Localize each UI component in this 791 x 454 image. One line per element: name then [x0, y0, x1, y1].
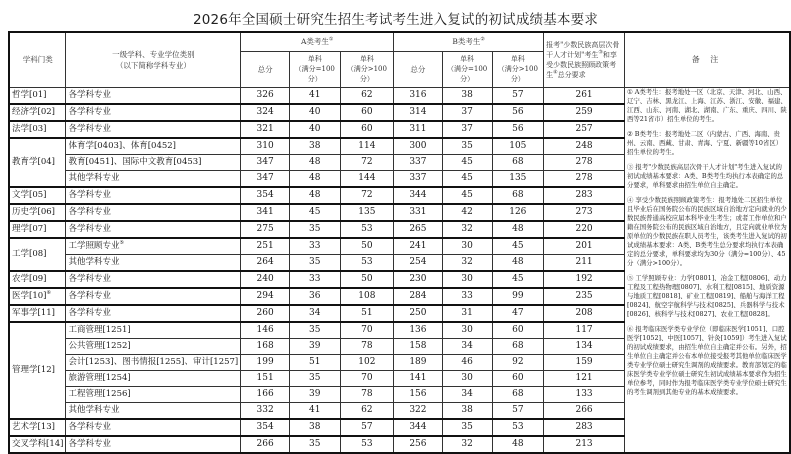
cell-b-100: 38 [442, 402, 492, 419]
footnote-mark: ② [480, 36, 485, 43]
cell-a-total: 266 [241, 436, 290, 453]
cell-major: 各学科专业 [66, 288, 241, 305]
cell-a-over: 135 [340, 204, 393, 221]
cell-b-over: 126 [492, 204, 544, 221]
cell-a-total: 199 [241, 354, 290, 370]
cell-b-over: 56 [492, 104, 544, 121]
note-item: ① A类考生：报考地处一区（北京、天津、河北、山西、辽宁、吉林、黑龙江、上海、江苏、浙江、安徽、福建、江西、山东、河南、湖北、湖南、广东、重庆、四川、陕西等21省市）招生单位的考生。 [627, 87, 787, 123]
cell-minority: 121 [544, 370, 625, 386]
cell-a-100: 41 [289, 87, 340, 104]
header-a-total: 总分 [241, 51, 290, 87]
cell-a-total: 240 [241, 271, 290, 288]
cell-a-total: 294 [241, 288, 290, 305]
cell-discipline: 教育学[04] [9, 138, 66, 187]
cell-b-total: 241 [394, 238, 443, 255]
cell-b-total: 344 [394, 187, 443, 204]
cell-a-100: 35 [289, 370, 340, 386]
table-body [9, 87, 790, 453]
cell-major: 体育学[0403]、体育[0452] [66, 138, 241, 155]
cell-major: 各学科专业 [66, 204, 241, 221]
cell-major: 各学科专业 [66, 187, 241, 204]
cell-a-100: 45 [289, 204, 340, 221]
cell-a-over: 60 [340, 104, 393, 121]
cell-b-total: 136 [394, 322, 443, 339]
cell-b-100: 32 [442, 436, 492, 453]
cell-a-over: 57 [340, 419, 393, 436]
cell-a-total: 151 [241, 370, 290, 386]
header-b-single-over100: 单科 （满分>100分） [492, 51, 544, 87]
cell-minority: 257 [544, 121, 625, 138]
cell-b-total: 337 [394, 154, 443, 170]
note-item: ② B类考生：报考地处二区（内蒙古、广西、海南、贵州、云南、西藏、甘肃、青海、宁夏、新疆等10省区）招生单位的考生。 [627, 129, 783, 156]
cell-b-100: 42 [442, 204, 492, 221]
cell-minority: 211 [544, 254, 625, 271]
cell-b-over: 60 [492, 322, 544, 339]
cell-a-over: 60 [340, 121, 393, 138]
cell-a-total: 354 [241, 187, 290, 204]
cell-major: 各学科专业 [66, 221, 241, 238]
note-item: ④ 享受少数民族照顾政策考生：报考地处二区招生单位且毕业后在国务院公布的民族区域自治地方定向就业的少数民族普通高校应届本科毕业生考生；或者工作单位和户籍在国务院公布的民族区域自治地方，且定向就业单位为原单位的少数民族在职人员考生，该类考生进入复试的初试成绩基本要求：A类、B类考生总分要求均执行本表确定的总分要求，单科要求均为30分（满分=100分）、45分（满分>100分）。 [627, 195, 787, 267]
cell-b-100: 38 [442, 87, 492, 104]
page-title: 2026年全国硕士研究生招生考试考生进入复试的初试成绩基本要求 [192, 12, 599, 28]
cell-b-100: 30 [442, 238, 492, 255]
cell-a-100: 48 [289, 154, 340, 170]
cell-a-100: 35 [289, 221, 340, 238]
cell-b-100: 30 [442, 370, 492, 386]
cell-major: 工程管理[1256] [66, 386, 241, 402]
cell-minority: 235 [544, 288, 625, 305]
header-b-total: 总分 [394, 51, 443, 87]
footnote-mark: ③ [598, 49, 603, 56]
cell-a-over: 70 [340, 370, 393, 386]
cell-a-total: 166 [241, 386, 290, 402]
cell-major: 工学照顾专业⑤ [66, 238, 241, 255]
cell-b-100: 45 [442, 187, 492, 204]
cell-b-over: 53 [492, 419, 544, 436]
cell-a-over: 50 [340, 238, 393, 255]
footnote-mark: ⑤ [119, 239, 124, 246]
cell-b-over: 45 [492, 238, 544, 255]
cell-a-total: 251 [241, 238, 290, 255]
cell-a-total: 146 [241, 322, 290, 339]
cell-b-100: 45 [442, 154, 492, 170]
cell-b-total: 250 [394, 305, 443, 322]
cell-b-total: 314 [394, 104, 443, 121]
cell-a-over: 53 [340, 436, 393, 453]
cell-a-over: 62 [340, 402, 393, 419]
cell-a-100: 41 [289, 402, 340, 419]
cell-minority: 283 [544, 419, 625, 436]
cell-minority: 134 [544, 338, 625, 354]
header-notes: 备 注 [625, 32, 791, 87]
cell-b-over: 57 [492, 402, 544, 419]
cell-minority: 283 [544, 187, 625, 204]
cell-b-total: 337 [394, 170, 443, 187]
cell-minority: 201 [544, 238, 625, 255]
cell-discipline: 军事学[11] [9, 305, 66, 322]
cell-a-over: 72 [340, 187, 393, 204]
cell-a-100: 36 [289, 288, 340, 305]
cell-discipline: 医学[10]⑥ [9, 288, 66, 305]
cell-a-over: 70 [340, 322, 393, 339]
cell-major: 公共管理[1252] [66, 338, 241, 354]
cell-a-100: 39 [289, 386, 340, 402]
cell-major: 其他学科专业 [66, 402, 241, 419]
cell-minority: 259 [544, 104, 625, 121]
cell-minority: 273 [544, 204, 625, 221]
cell-a-100: 48 [289, 187, 340, 204]
cell-minority: 248 [544, 138, 625, 155]
cell-major: 各学科专业 [66, 419, 241, 436]
cell-b-total: 344 [394, 419, 443, 436]
footnote-mark: ④ [553, 69, 558, 76]
footnote-mark: ① [328, 36, 334, 43]
cell-discipline: 农学[09] [9, 271, 66, 288]
cell-a-total: 260 [241, 305, 290, 322]
cell-b-100: 30 [442, 322, 492, 339]
cell-b-total: 284 [394, 288, 443, 305]
header-minority: 报考"少数民族高层次骨干人才计划"考生③和享受少数民族照顾政策考生④总分要求 [544, 32, 625, 87]
header-major-line2: （以下简称学科专业） [115, 60, 191, 70]
cell-b-100: 35 [442, 138, 492, 155]
cell-b-total: 316 [394, 87, 443, 104]
cell-major: 各学科专业 [66, 305, 241, 322]
cell-a-100: 35 [289, 254, 340, 271]
cell-a-over: 114 [340, 138, 393, 155]
header-group-b [394, 32, 544, 51]
cell-a-100: 38 [289, 138, 340, 155]
cell-a-over: 53 [340, 221, 393, 238]
header-group-a-label: A类考生 [300, 37, 329, 47]
cell-b-over: 47 [492, 305, 544, 322]
cell-a-over: 144 [340, 170, 393, 187]
cell-discipline: 历史学[06] [9, 204, 66, 221]
cell-major: 各学科专业 [66, 87, 241, 104]
cell-major: 工商管理[1251] [66, 322, 241, 339]
cell-b-total: 158 [394, 338, 443, 354]
cell-b-over: 48 [492, 221, 544, 238]
cell-discipline: 文学[05] [9, 187, 66, 204]
cell-b-total: 156 [394, 386, 443, 402]
cell-a-100: 35 [289, 322, 340, 339]
cell-b-100: 30 [442, 271, 492, 288]
cell-b-100: 31 [442, 305, 492, 322]
cell-b-over: 68 [492, 187, 544, 204]
cell-b-100: 33 [442, 288, 492, 305]
cell-minority: 117 [544, 322, 625, 339]
cell-a-over: 78 [340, 386, 393, 402]
cell-discipline: 交叉学科[14] [9, 436, 66, 453]
cell-b-100: 45 [442, 170, 492, 187]
cell-b-total: 265 [394, 221, 443, 238]
header-group-b-label: B类考生 [452, 37, 481, 47]
cell-a-over: 102 [340, 354, 393, 370]
cell-a-100: 39 [289, 338, 340, 354]
header-b-single-100: 单科 （满分=100分） [442, 51, 492, 87]
score-requirements-table [8, 31, 791, 454]
cell-b-over: 60 [492, 370, 544, 386]
table-row [9, 87, 790, 104]
cell-b-total: 141 [394, 370, 443, 386]
cell-major: 各学科专业 [66, 121, 241, 138]
cell-major: 各学科专业 [66, 271, 241, 288]
cell-b-over: 45 [492, 271, 544, 288]
cell-b-over: 68 [492, 386, 544, 402]
cell-b-100: 32 [442, 254, 492, 271]
cell-a-total: 332 [241, 402, 290, 419]
cell-a-total: 275 [241, 221, 290, 238]
cell-b-total: 311 [394, 121, 443, 138]
cell-a-total: 310 [241, 138, 290, 155]
cell-major: 教育[0451]、国际中文教育[0453] [66, 154, 241, 170]
cell-discipline: 艺术学[13] [9, 419, 66, 436]
cell-b-over: 48 [492, 254, 544, 271]
header-group-a [241, 32, 394, 51]
notes-cell [625, 87, 791, 453]
cell-major: 其他学科专业 [66, 170, 241, 187]
cell-a-over: 78 [340, 338, 393, 354]
cell-minority: 261 [544, 87, 625, 104]
note-item: ⑥ 报考临床医学类专业学位（即临床医学[1051]、口腔医学[1052]、中医[1057]、针灸[1059]）考生进入复试的初试成绩要求，由招生单位自主确定并公布。另外，招生单位自主确定并公布本单位接受报考其他单位临床医学类专业学位硕士研究生调剂的成绩要求。教育部划定的临床医学类专业学位硕士研究生初试成绩基本要求作为招生单位参考，同时作为报考临床医学类专业学位硕士研究生的考生调剂到其他专业的基本成绩要求。 [627, 324, 787, 396]
cell-discipline: 法学[03] [9, 121, 66, 138]
cell-a-total: 341 [241, 204, 290, 221]
cell-a-100: 33 [289, 238, 340, 255]
cell-minority: 266 [544, 402, 625, 419]
cell-b-100: 37 [442, 104, 492, 121]
cell-minority: 278 [544, 154, 625, 170]
cell-minority: 133 [544, 386, 625, 402]
cell-a-total: 347 [241, 154, 290, 170]
cell-minority: 213 [544, 436, 625, 453]
cell-b-total: 254 [394, 254, 443, 271]
cell-b-100: 46 [442, 354, 492, 370]
cell-b-total: 331 [394, 204, 443, 221]
cell-a-total: 326 [241, 87, 290, 104]
cell-a-total: 168 [241, 338, 290, 354]
cell-a-over: 62 [340, 87, 393, 104]
cell-a-100: 48 [289, 170, 340, 187]
cell-b-total: 256 [394, 436, 443, 453]
cell-discipline: 理学[07] [9, 221, 66, 238]
cell-b-over: 68 [492, 154, 544, 170]
cell-discipline: 工学[08] [9, 238, 66, 271]
header-a-single-100: 单科 （满分=100分） [289, 51, 340, 87]
header-major-line1: 一级学科、专业学位类别 [112, 49, 195, 59]
cell-b-total: 322 [394, 402, 443, 419]
cell-discipline: 管理学[12] [9, 322, 66, 419]
cell-minority: 278 [544, 170, 625, 187]
cell-a-100: 33 [289, 271, 340, 288]
cell-a-total: 354 [241, 419, 290, 436]
cell-a-total: 347 [241, 170, 290, 187]
cell-major: 各学科专业 [66, 104, 241, 121]
cell-b-over: 68 [492, 338, 544, 354]
cell-a-over: 50 [340, 271, 393, 288]
header-discipline: 学科门类 [9, 32, 66, 87]
cell-b-over: 92 [492, 354, 544, 370]
cell-a-total: 264 [241, 254, 290, 271]
cell-minority: 220 [544, 221, 625, 238]
cell-a-100: 34 [289, 305, 340, 322]
cell-a-100: 51 [289, 354, 340, 370]
cell-minority: 192 [544, 271, 625, 288]
cell-b-over: 99 [492, 288, 544, 305]
cell-a-100: 40 [289, 104, 340, 121]
cell-major: 会计[1253]、图书情报[1255]、审计[1257] [66, 354, 241, 370]
cell-a-100: 35 [289, 436, 340, 453]
cell-b-over: 105 [492, 138, 544, 155]
cell-a-over: 51 [340, 305, 393, 322]
cell-discipline: 经济学[02] [9, 104, 66, 121]
cell-major: 各学科专业 [66, 436, 241, 453]
cell-major: 其他学科专业 [66, 254, 241, 271]
cell-b-total: 189 [394, 354, 443, 370]
cell-b-over: 48 [492, 436, 544, 453]
cell-a-100: 38 [289, 419, 340, 436]
cell-minority: 208 [544, 305, 625, 322]
cell-a-over: 53 [340, 254, 393, 271]
cell-discipline: 哲学[01] [9, 87, 66, 104]
cell-major: 旅游管理[1254] [66, 370, 241, 386]
cell-minority: 159 [544, 354, 625, 370]
cell-a-100: 40 [289, 121, 340, 138]
header-major [66, 32, 241, 87]
note-item: ③ 报考"少数民族高层次骨干人才计划"考生进入复试的初试成绩基本要求：A类、B类考生均执行本表确定的总分要求，单科要求由招生单位自主确定。 [627, 162, 784, 189]
footnote-mark: ⑥ [46, 289, 51, 296]
cell-b-over: 56 [492, 121, 544, 138]
cell-b-over: 57 [492, 87, 544, 104]
cell-a-over: 72 [340, 154, 393, 170]
cell-b-100: 35 [442, 419, 492, 436]
note-item: ⑤ 工学照顾专业：力学[0801]、冶金工程[0806]、动力工程及工程热物理[0807]、水利工程[0815]、地质资源与地质工程[0818]、矿业工程[0819]、船舶与海洋工程[0824]、航空宇航科学与技术[0825]、兵器科学与技术[0826]、核科学与技术[0827]、农业工程[0828]。 [627, 273, 787, 318]
cell-b-100: 34 [442, 386, 492, 402]
cell-b-over: 135 [492, 170, 544, 187]
header-a-single-over100: 单科 （满分>100分） [340, 51, 393, 87]
cell-a-total: 324 [241, 104, 290, 121]
cell-a-total: 321 [241, 121, 290, 138]
cell-b-100: 34 [442, 338, 492, 354]
cell-b-total: 300 [394, 138, 443, 155]
cell-a-over: 108 [340, 288, 393, 305]
cell-b-total: 230 [394, 271, 443, 288]
cell-b-100: 32 [442, 221, 492, 238]
cell-b-100: 37 [442, 121, 492, 138]
